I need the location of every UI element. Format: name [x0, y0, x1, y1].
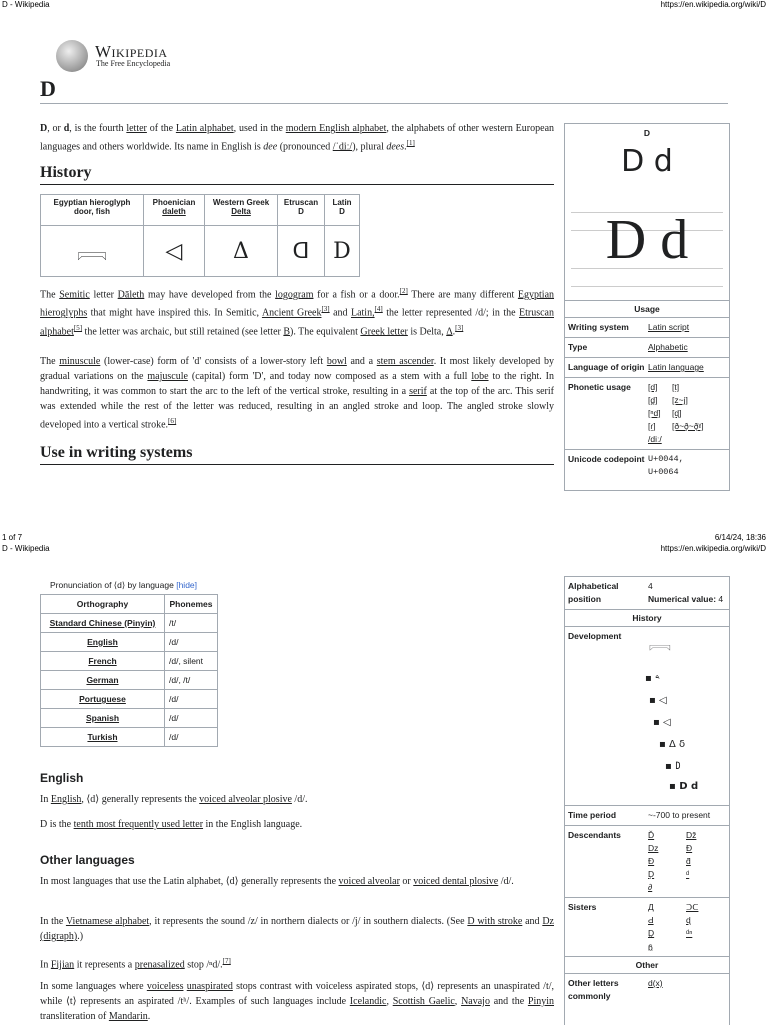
link-pinyin[interactable]: Pinyin — [527, 996, 555, 1007]
link-delta[interactable]: Δ — [446, 325, 453, 337]
link-navajo[interactable]: Navajo — [461, 996, 490, 1007]
page-title: D — [40, 76, 56, 101]
infobox-serif-specimen — [565, 190, 729, 300]
link-prenasalized[interactable]: prenasalized — [134, 959, 185, 971]
link-ancient-greek[interactable]: Ancient Greek — [261, 307, 322, 319]
print-url: https://en.wikipedia.org/wiki/D — [660, 0, 766, 9]
table-row: Standard Chinese (Pinyin) /t/ — [41, 614, 218, 633]
print-page-number: 1 of 7 — [2, 533, 23, 542]
table-row: Spanish /d/ — [41, 709, 218, 728]
hist-header-latin: Latin D — [325, 195, 360, 226]
hide-toggle[interactable]: [hide] — [176, 580, 198, 590]
glyph-phoenician: ◁ — [144, 226, 205, 277]
link-fijian[interactable]: Fijian — [50, 959, 75, 971]
link-majuscule[interactable]: majuscule — [147, 371, 188, 382]
other-paragraph-2: In the Vietnamese alphabet, it represents the sound /z/ in northern dialects or /j/ in southern dialects. (See D with stroke and Dz (digraph).) — [40, 916, 554, 942]
pronunciation-table: Orthography Phonemes Standard Chinese (Pinyin) /t/ English /d/ French /d/, silent German /d/, /t/ Portuguese /d/ Spanish /d/ Turkish /d/ — [40, 594, 218, 747]
wikipedia-tagline: The Free Encyclopedia — [96, 59, 171, 68]
wikipedia-globe-logo[interactable] — [56, 40, 88, 72]
infobox-row-writing-system: Writing system Latin script — [565, 317, 729, 337]
heading-use-in-writing-systems: Use in writing systems — [40, 444, 193, 461]
link-lobe[interactable]: lobe — [471, 371, 489, 382]
link-mandarin[interactable]: Mandarin — [108, 1011, 148, 1022]
link-voiceless[interactable]: voiceless — [146, 981, 184, 992]
infobox-row-sisters: Sisters Д ᑐᑕ Ԁ ɖ D̤ ᵈⁿ ᵷ — [565, 897, 729, 956]
other-paragraph-4: In some languages where voiceless unaspirated stops contrast with voiceless aspirated stops, ⟨d⟩ represents an unaspirated /t/, while ⟨t⟩ represents an aspirated /tʰ/. Examples of such languages include Icelandic, Scottish Gaelic, Navajo and the Pinyin transliteration of Mandarin. — [40, 981, 555, 1022]
link-semitic[interactable]: Semitic — [59, 289, 90, 301]
table-row: French /d/, silent — [41, 652, 218, 671]
infobox-top — [564, 123, 730, 491]
infobox-other-heading: Other — [565, 956, 729, 973]
heading-history: History — [40, 164, 92, 181]
link-english[interactable]: English — [50, 794, 82, 805]
infobox-usage-heading: Usage — [565, 300, 729, 317]
link-latin-alphabet[interactable]: Latin alphabet — [175, 123, 234, 134]
link-egyptian-hieroglyphs[interactable]: Egyptian hieroglyphs — [40, 289, 555, 319]
dev-step-4: ▪ ◁ — [653, 717, 671, 728]
wikipedia-wordmark[interactable]: Wikipedia — [95, 42, 168, 61]
link-modern-english-alphabet[interactable]: modern English alphabet — [285, 123, 387, 134]
dev-step-5: ▪ Δ δ — [659, 739, 686, 750]
hist-header-greek: Western Greek Delta — [205, 195, 278, 226]
link-letter-frequency[interactable]: tenth most frequently used letter — [73, 819, 204, 830]
link-d-with-stroke[interactable]: D with stroke — [467, 916, 523, 927]
dev-step-1: 𓇯 — [649, 636, 671, 655]
table-row: English /d/ — [41, 633, 218, 652]
history-table — [40, 194, 360, 277]
title-divider — [40, 103, 728, 104]
link-letter-b[interactable]: B — [283, 325, 291, 337]
link-scottish-gaelic[interactable]: Scottish Gaelic — [392, 996, 455, 1007]
history-rule — [40, 184, 554, 185]
infobox-serif-glyphs: D d — [605, 209, 689, 271]
heading-other-languages: Other languages — [40, 853, 135, 867]
english-paragraph-2: D is the tenth most frequently used letter in the English language. — [40, 819, 303, 830]
table-row: Turkish /d/ — [41, 728, 218, 747]
hist-header-phoenician: Phoenician daleth — [144, 195, 205, 226]
print-tab-title-2: D - Wikipedia — [2, 544, 50, 553]
heading-english: English — [40, 771, 84, 785]
infobox-row-time-period: Time period ~-700 to present — [565, 805, 729, 825]
link-logogram[interactable]: logogram — [275, 289, 314, 301]
link-vietnamese-alphabet[interactable]: Vietnamese alphabet — [65, 916, 150, 927]
table-row: Portuguese /d/ — [41, 690, 218, 709]
pron-table-caption: Pronunciation of ⟨d⟩ by language [hide] — [50, 580, 198, 590]
link-minuscule[interactable]: minuscule — [59, 356, 101, 367]
infobox-row-language-of-origin: Language of origin Latin language — [565, 357, 729, 377]
link-dz-digraph[interactable]: Dz (digraph) — [40, 916, 554, 942]
print-url-2: https://en.wikipedia.org/wiki/D — [660, 544, 766, 553]
hist-header-egyptian: Egyptian hieroglyph door, fish — [41, 195, 144, 226]
infobox-row-unicode: Unicode codepoint U+0044, U+0064 — [565, 449, 729, 482]
glyph-egyptian: 𓇯 — [41, 226, 144, 277]
link-latin[interactable]: Latin, — [350, 307, 375, 319]
other-paragraph-1: In most languages that use the Latin alphabet, ⟨d⟩ generally represents the voiced alveolar or voiced dental plosive /d/. — [40, 876, 514, 887]
hist-header-etruscan: Etruscan D — [278, 195, 325, 226]
link-voiced-alveolar[interactable]: voiced alveolar — [338, 876, 400, 887]
link-serif[interactable]: serif — [409, 386, 427, 397]
link-bowl[interactable]: bowl — [326, 356, 347, 367]
infobox-sans-glyphs: D d — [621, 144, 673, 179]
infobox-row-other-letters: Other letters commonly d(x) — [565, 973, 729, 1006]
infobox-row-descendants: Descendants Ď Dž Dz Đ Ɖ ƌ D̦ ᵈ ∂ — [565, 825, 729, 897]
ref-1[interactable]: [1] — [406, 139, 415, 147]
infobox-continued — [564, 576, 730, 1025]
link-icelandic[interactable]: Icelandic — [349, 996, 387, 1007]
print-datetime: 6/14/24, 18:36 — [714, 533, 766, 542]
link-ipa[interactable]: /ˈdiː/ — [332, 141, 353, 153]
link-stem-ascender[interactable]: stem ascender — [376, 356, 434, 367]
link-daleth[interactable]: Dāleth — [117, 289, 145, 301]
print-tab-title: D - Wikipedia — [2, 0, 50, 9]
use-rule — [40, 464, 554, 465]
infobox-row-development: Development 𓇯 ▪ 𐤃 ▪ ◁ ▪ ◁ ▪ Δ δ ▪ 𐌃 ▪ D d — [565, 626, 729, 805]
link-voiced-alveolar-plosive[interactable]: voiced alveolar plosive — [199, 794, 292, 805]
infobox-row-phonetic-usage: Phonetic usage [d] [t] [d̪] [z~j] [ⁿd] [ɖ] [ɾ] [ð~ð̞~ð̞ˠ] /diː/ — [565, 377, 729, 449]
dev-step-6: ▪ 𐌃 — [665, 761, 681, 772]
dev-step-3: ▪ ◁ — [649, 695, 667, 706]
link-voiced-dental-plosive[interactable]: voiced dental plosive — [413, 876, 499, 887]
infobox-history-heading: History — [565, 609, 729, 626]
glyph-latin: D — [325, 226, 360, 277]
history-paragraph-1: The Semitic letter Dāleth may have developed from the logogram for a fish or a door.[2] There are many different Egyptian hieroglyphs that might have inspired this. In Semitic, Ancient Greek[3] and Latin,[4] the letter represented /d/; in the Etruscan alphabet[5] the letter was archaic, but still retained (see letter B). The equivalent Greek letter is Delta, Δ.[3] — [40, 287, 555, 337]
infobox-row-alphabetical-position: Alphabetical position 4 Numerical value: 4 — [568, 581, 724, 604]
infobox-row-type: Type Alphabetic — [565, 337, 729, 357]
dev-step-2: ▪ 𐤃 — [645, 673, 660, 684]
history-paragraph-2: The minuscule (lower-case) form of 'd' consists of a lower-story left bowl and a stem ascender. It most likely developed by gradual variations on the majuscule (capital) form 'D', and today now composed as a stem with a full lobe to the right. In handwriting, it was common to start the arc to the left of the vertical stroke, resulting in a serif at the top of the arc. This serif was extended while the rest of the letter was reduced, resulting in an angled stroke and loop. The angled stroke slowly developed into a vertical stroke.[6] — [40, 356, 554, 431]
dev-step-7: ▪ D d — [669, 781, 699, 792]
link-etruscan-alphabet[interactable]: Etruscan alphabet — [40, 307, 554, 337]
intro-paragraph: D, or d, is the fourth letter of the Latin alphabet, used in the modern English alphabet, the alphabets of other western European languages and others worldwide. Its name in English is dee (pronounced /ˈdiː/), plural dees.[1] — [40, 123, 555, 153]
table-row: German /d/, /t/ — [41, 671, 218, 690]
link-greek-letter[interactable]: Greek letter — [360, 325, 408, 337]
link-unaspirated[interactable]: unaspirated — [186, 981, 233, 992]
glyph-greek: Δ — [205, 226, 278, 277]
infobox-title: D — [643, 128, 651, 138]
english-paragraph-1: In English, ⟨d⟩ generally represents the voiced alveolar plosive /d/. — [40, 794, 308, 805]
glyph-etruscan: ᗡ — [278, 226, 325, 277]
link-letter[interactable]: letter — [126, 123, 147, 134]
other-paragraph-3: In Fijian it represents a prenasalized stop /ⁿd/.[7] — [40, 957, 231, 971]
